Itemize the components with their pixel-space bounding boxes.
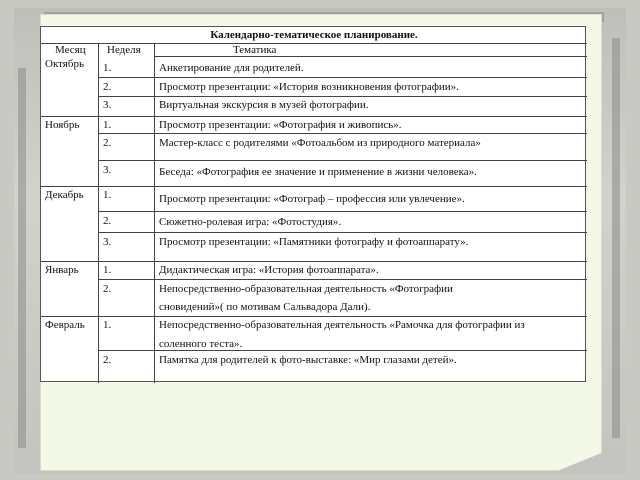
week-cell: 1. [103,119,112,131]
topic-cell: Сюжетно-ролевая игра: «Фотостудия». [159,216,342,228]
week-cell: 3. [103,236,112,248]
month-february: Февраль [45,319,85,331]
week-cell: 3. [103,164,112,176]
week-cell: 1. [103,319,112,331]
topic-cell: Просмотр презентации: «Фотограф – профессия или увлечение». [159,193,465,205]
week-cell: 2. [103,283,112,295]
topic-cell-line2: соленного теста». [159,338,243,350]
month-december: Декабрь [45,189,84,201]
header-week: Неделя [107,44,141,56]
month-october: Октябрь [45,58,84,70]
topic-cell: Анкетирование для родителей. [159,62,304,74]
week-cell: 3. [103,99,112,111]
topic-cell-line1: Непосредственно-образовательная деятельность «Фотографии [159,283,453,295]
topic-cell: Просмотр презентации: «Памятники фотографу и фотоаппарату». [159,236,469,248]
month-january: Январь [45,264,79,276]
week-cell: 1. [103,62,112,74]
week-cell: 2. [103,354,112,366]
topic-cell-line1: Непосредственно-образовательная деятельность «Рамочка для фотографии из [159,319,525,331]
topic-cell: Дидактическая игра: «История фотоаппарата». [159,264,379,276]
topic-cell: Просмотр презентации: «История возникновения фотографии». [159,81,459,93]
topic-cell: Просмотр презентации: «Фотография и живопись». [159,119,402,131]
board-frame-right [612,38,620,438]
topic-cell: Мастер-класс с родителями «Фотоальбом из природного материала» [159,137,481,149]
week-cell: 2. [103,81,112,93]
topic-cell: Беседа: «Фотография ее значение и применение в жизни человека». [159,166,477,178]
header-topic: Тематика [233,44,277,56]
topic-cell: Памятка для родителей к фото-выставке: «Мир глазами детей». [159,354,457,366]
planning-table [40,26,586,382]
week-cell: 2. [103,137,112,149]
week-cell: 1. [103,264,112,276]
topic-cell-line2: сновидений»( по мотивам Сальвадора Дали). [159,301,371,313]
header-month: Месяц [55,44,86,56]
month-november: Ноябрь [45,119,80,131]
topic-cell: Виртуальная экскурсия в музей фотографии. [159,99,369,111]
board-frame-left [18,68,26,448]
table-title: Календарно-тематическое планирование. [210,29,418,41]
week-cell: 1. [103,189,112,201]
week-cell: 2. [103,215,112,227]
